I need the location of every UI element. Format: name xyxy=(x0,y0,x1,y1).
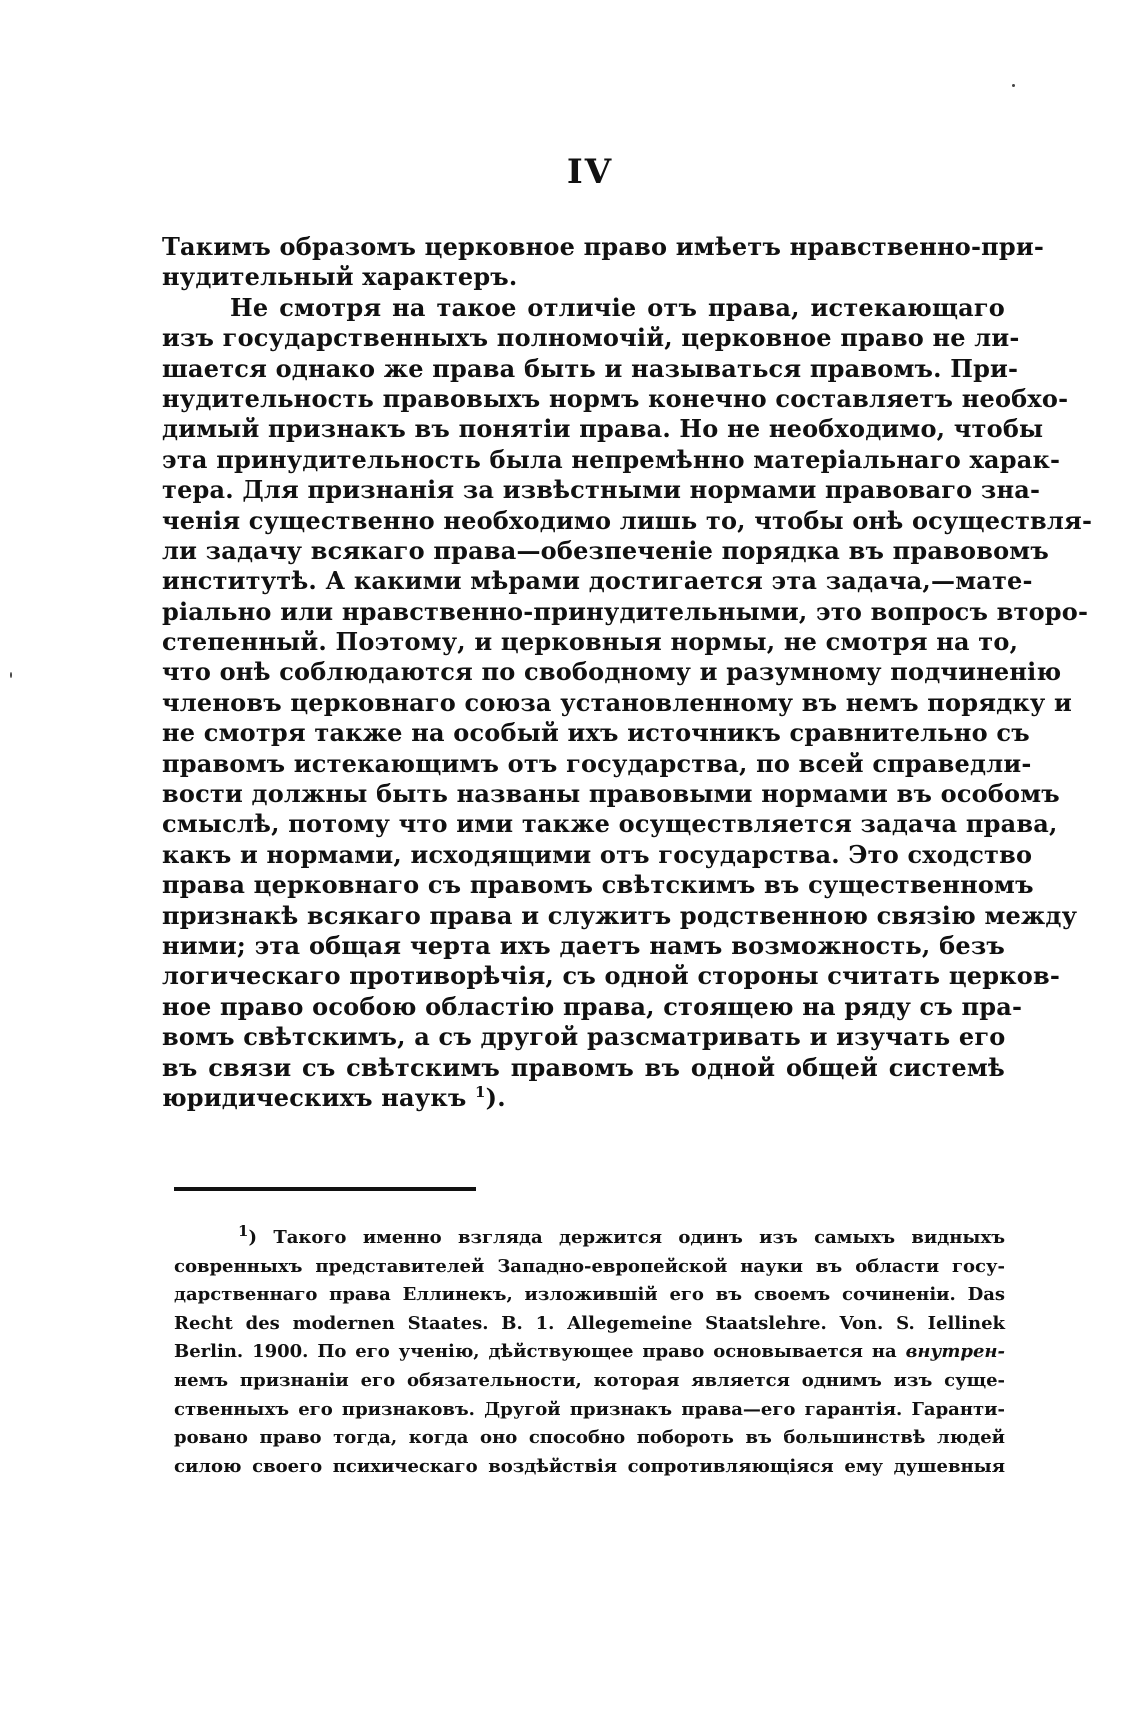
text-line: шается однако же права быть и называться правомъ. При- xyxy=(162,353,1019,383)
footnote-line xyxy=(174,1338,1005,1367)
text-line: права церковнаго съ правомъ свѣтскимъ въ существенномъ xyxy=(162,870,1034,900)
page-number: IV xyxy=(566,152,614,192)
footnote-line: Recht des modernen Staates. B. 1. Allegemeine Staatslehre. Von. S. Iellinek xyxy=(174,1312,1005,1334)
text-line: ними; эта общая черта ихъ даетъ намъ возможность, безъ xyxy=(162,930,1005,960)
text-line: логическаго противорѣчія, съ одной стороны считать церков- xyxy=(162,961,1060,991)
text-fragment: ). xyxy=(485,1082,506,1112)
text-line: признакѣ всякаго права и служитъ родственною связію между xyxy=(162,900,1078,930)
footnote-line: ровано право тогда, когда оно способно побороть въ большинствѣ людей xyxy=(174,1427,1005,1449)
footnote-italic-word: внутрен- xyxy=(905,1341,1005,1363)
text-line-final xyxy=(162,1083,1005,1113)
text-line: ное право особою областію права, стоящею на ряду съ пра- xyxy=(162,991,1023,1021)
text-line: степенный. Поэтому, и церковныя нормы, не смотря на то, xyxy=(162,627,1019,657)
text-line: институтѣ. А какими мѣрами достигается эта задача,—мате- xyxy=(162,566,1033,596)
text-line: что онѣ соблюдаются по свободному и разумному подчиненію xyxy=(162,657,1062,687)
footnote-line xyxy=(174,1224,1005,1253)
text-line: нудительность правовыхъ нормъ конечно составляетъ необхо- xyxy=(162,383,1069,413)
footnote-fragment: ) Такого именно взгляда держится одинъ изъ самыхъ видныхъ xyxy=(248,1227,1005,1248)
text-line: не смотря также на особый ихъ источникъ сравнительно съ xyxy=(162,718,1030,748)
footnote xyxy=(174,1224,1005,1481)
text-line: ли задачу всякаго права—обезпеченіе порядка въ правовомъ xyxy=(162,535,1049,565)
footnote-separator xyxy=(174,1187,476,1191)
text-line: ріально или нравственно-принудительными, это вопросъ второ- xyxy=(162,596,1089,626)
text-line: димый признакъ въ понятіи права. Но не необходимо, чтобы xyxy=(162,414,1044,444)
footnote-fragment: Berlin. 1900. По его ученію, дѣйствующее право основывается на xyxy=(174,1341,906,1363)
text-line: ченія существенно необходимо лишь то, чтобы онѣ осуществля- xyxy=(162,505,1093,535)
footnote-marker: 1 xyxy=(238,1222,249,1240)
text-line: Такимъ образомъ церковное право имѣетъ нравственно-при- xyxy=(162,232,1045,261)
scan-speck xyxy=(10,672,12,678)
text-line: эта принудительность была непремѣнно матеріальнаго харак- xyxy=(162,444,1061,474)
text-fragment: юридическихъ наукъ xyxy=(162,1082,467,1112)
text-line: тера. Для признанія за извѣстными нормами правоваго зна- xyxy=(162,475,1041,505)
text-line: Не смотря на такое отличіе отъ права, истекающаго xyxy=(230,292,1005,322)
text-line: вомъ свѣтскимъ, а съ другой разсматривать и изучать его xyxy=(162,1022,1006,1052)
text-line: правомъ истекающимъ отъ государства, по всей справедли- xyxy=(162,748,1032,778)
text-line: нудительный характеръ. xyxy=(162,262,518,292)
scan-speck xyxy=(1012,84,1015,87)
text-line: членовъ церковнаго союза установленному въ немъ порядку и xyxy=(162,687,1072,717)
footnote-line: дарственнаго права Еллинекъ, изложившій его въ своемъ сочиненіи. Das xyxy=(174,1284,1005,1306)
footnote-line: совренныхъ представителей Западно-европейской науки въ области госу- xyxy=(174,1255,1005,1277)
text-line: вости должны быть названы правовыми нормами въ особомъ xyxy=(162,779,1060,809)
text-line: изъ государственныхъ полномочій, церковное право не ли- xyxy=(162,323,1020,353)
footnote-line: силою своего психическаго воздѣйствія сопротивляющіяся ему душевныя xyxy=(174,1455,1005,1477)
footnote-reference: 1 xyxy=(475,1082,486,1101)
text-line: какъ и нормами, исходящими отъ государства. Это сходство xyxy=(162,839,1033,869)
footnote-line: ственныхъ его признаковъ. Другой признакъ права—его гарантія. Гаранти- xyxy=(174,1398,1005,1420)
text-line: въ связи съ свѣтскимъ правомъ въ одной общей системѣ xyxy=(162,1052,1005,1082)
text-line: смыслѣ, потому что ими также осуществляется задача права, xyxy=(162,809,1058,839)
main-text xyxy=(162,232,1093,1113)
footnote-line: немъ признаніи его обязательности, которая является однимъ изъ суще- xyxy=(174,1369,1005,1391)
